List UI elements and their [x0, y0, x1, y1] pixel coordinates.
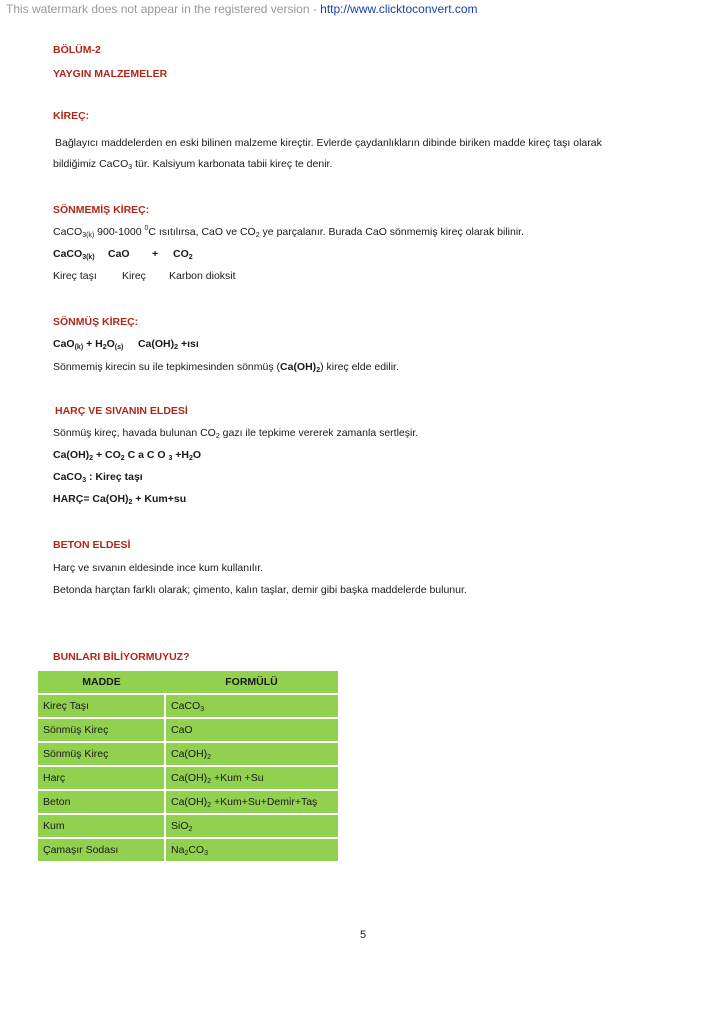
table-row [38, 766, 338, 790]
cell-formul: CaCO$_3$ [165, 694, 338, 718]
table-row [38, 790, 338, 814]
sonmemis-heading: SÖNMEMİŞ KİREÇ: [53, 204, 150, 216]
cell-formul: $Ca(OH)_2 +Kum +Su$ [165, 766, 338, 790]
sonmemis-eq-plus: + [152, 248, 159, 260]
watermark-text: This watermark does not appear in the registered version - [6, 2, 321, 16]
sonmemis-reaction-text: CaCO$_{3(k)}$ 900-1000 $^0$C ısıtılırsa, CaO ve $CO_2$ ye parçalanır. Burada CaO sönmemiş kireç olarak bilinir. [53, 225, 525, 239]
cell-formul: $Ca(OH)_2$ [165, 742, 338, 766]
chapter-title: YAYGIN MALZEMELER [53, 68, 168, 80]
table-row [38, 838, 338, 861]
cell-formul: SiO$_2$ [165, 814, 338, 838]
cell-madde: Sönmüş Kireç [38, 742, 165, 766]
table-row [38, 742, 338, 766]
column-header-madde: MADDE [38, 671, 165, 694]
beton-line2: Betonda harçtan farklı olarak; çimento, kalın taşlar, demir gibi başka maddelerde bulunur. [53, 584, 467, 596]
cell-madde: Kireç Taşı [38, 694, 165, 718]
cell-formul: $Na_2CO_3$ [165, 838, 338, 861]
chapter-label: BÖLÜM-2 [53, 44, 101, 56]
kirec-heading: KİREÇ: [53, 110, 90, 122]
cell-madde: Sönmüş Kireç [38, 718, 165, 742]
page-number: 5 [360, 929, 367, 941]
watermark [6, 2, 478, 16]
column-header-formul: FORMÜLÜ [165, 671, 338, 694]
table-row [38, 694, 338, 718]
sonmus-description: Sönmemiş kirecin su ile tepkimesinden sönmüş $(Ca(OH)_2)$ kireç elde edilir. [53, 361, 399, 374]
harc-equation-1: $Ca(OH)_2 + CO_2$ C a C O $_3 +H_2O$ [53, 449, 202, 462]
harc-equation-3: HARÇ= $Ca(OH)_2 + Kum+su$ [53, 493, 187, 506]
cell-madde: Kum [38, 814, 165, 838]
cell-formul: $Ca(OH)_2$ +Kum+Su+Demir+Taş [165, 790, 338, 814]
cell-madde: Harç [38, 766, 165, 790]
watermark-link[interactable]: http://www.clicktoconvert.com [320, 2, 478, 16]
sonmemis-eq-product2: $CO_2$ [173, 248, 193, 261]
harc-description: Sönmüş kireç, havada bulunan $CO_2$ gazı ile tepkime vererek zamanla sertleşir. [53, 427, 419, 440]
table-row [38, 718, 338, 742]
sonmemis-label-kirectasi: Kireç taşı [53, 270, 97, 282]
materials-table [38, 671, 338, 861]
beton-heading: BETON ELDESİ [53, 539, 131, 551]
harc-heading: HARÇ VE SIVANIN ELDESİ [55, 405, 188, 417]
harc-equation-2: CaCO$_3$ : Kireç taşı [53, 471, 143, 484]
sonmus-heading: SÖNMÜŞ KİREÇ: [53, 316, 139, 328]
sonmus-equation: $CaO_{(k)} + H_2O_{(s)}$ $Ca(OH)_2$ +ısı [53, 338, 199, 351]
cell-madde: Çamaşır Sodası [38, 838, 165, 861]
table-header-row [38, 671, 338, 694]
table-row [38, 814, 338, 838]
bunlari-heading: BUNLARI BİLİYORMUYUZ? [53, 651, 190, 663]
kirec-paragraph-line1: Bağlayıcı maddelerden en eski bilinen malzeme kireçtir. Evlerde çaydanlıkların dibinde biriken madde kireç taşı olarak [55, 137, 602, 149]
kirec-paragraph-line2: bildiğimiz CaCO$_3$ tür. Kalsiyum karbonata tabii kireç te denir. [53, 158, 333, 171]
sonmemis-label-karbondioksit: Karbon dioksit [169, 270, 236, 282]
sonmemis-eq-product1: CaO [108, 248, 130, 260]
cell-madde: Beton [38, 790, 165, 814]
beton-line1: Harç ve sıvanın eldesinde ince kum kullanılır. [53, 562, 264, 574]
sonmemis-eq-reactant: CaCO$_{3(k)}$ [53, 248, 95, 261]
cell-formul: CaO [165, 718, 338, 742]
sonmemis-label-kirec: Kireç [122, 270, 146, 282]
